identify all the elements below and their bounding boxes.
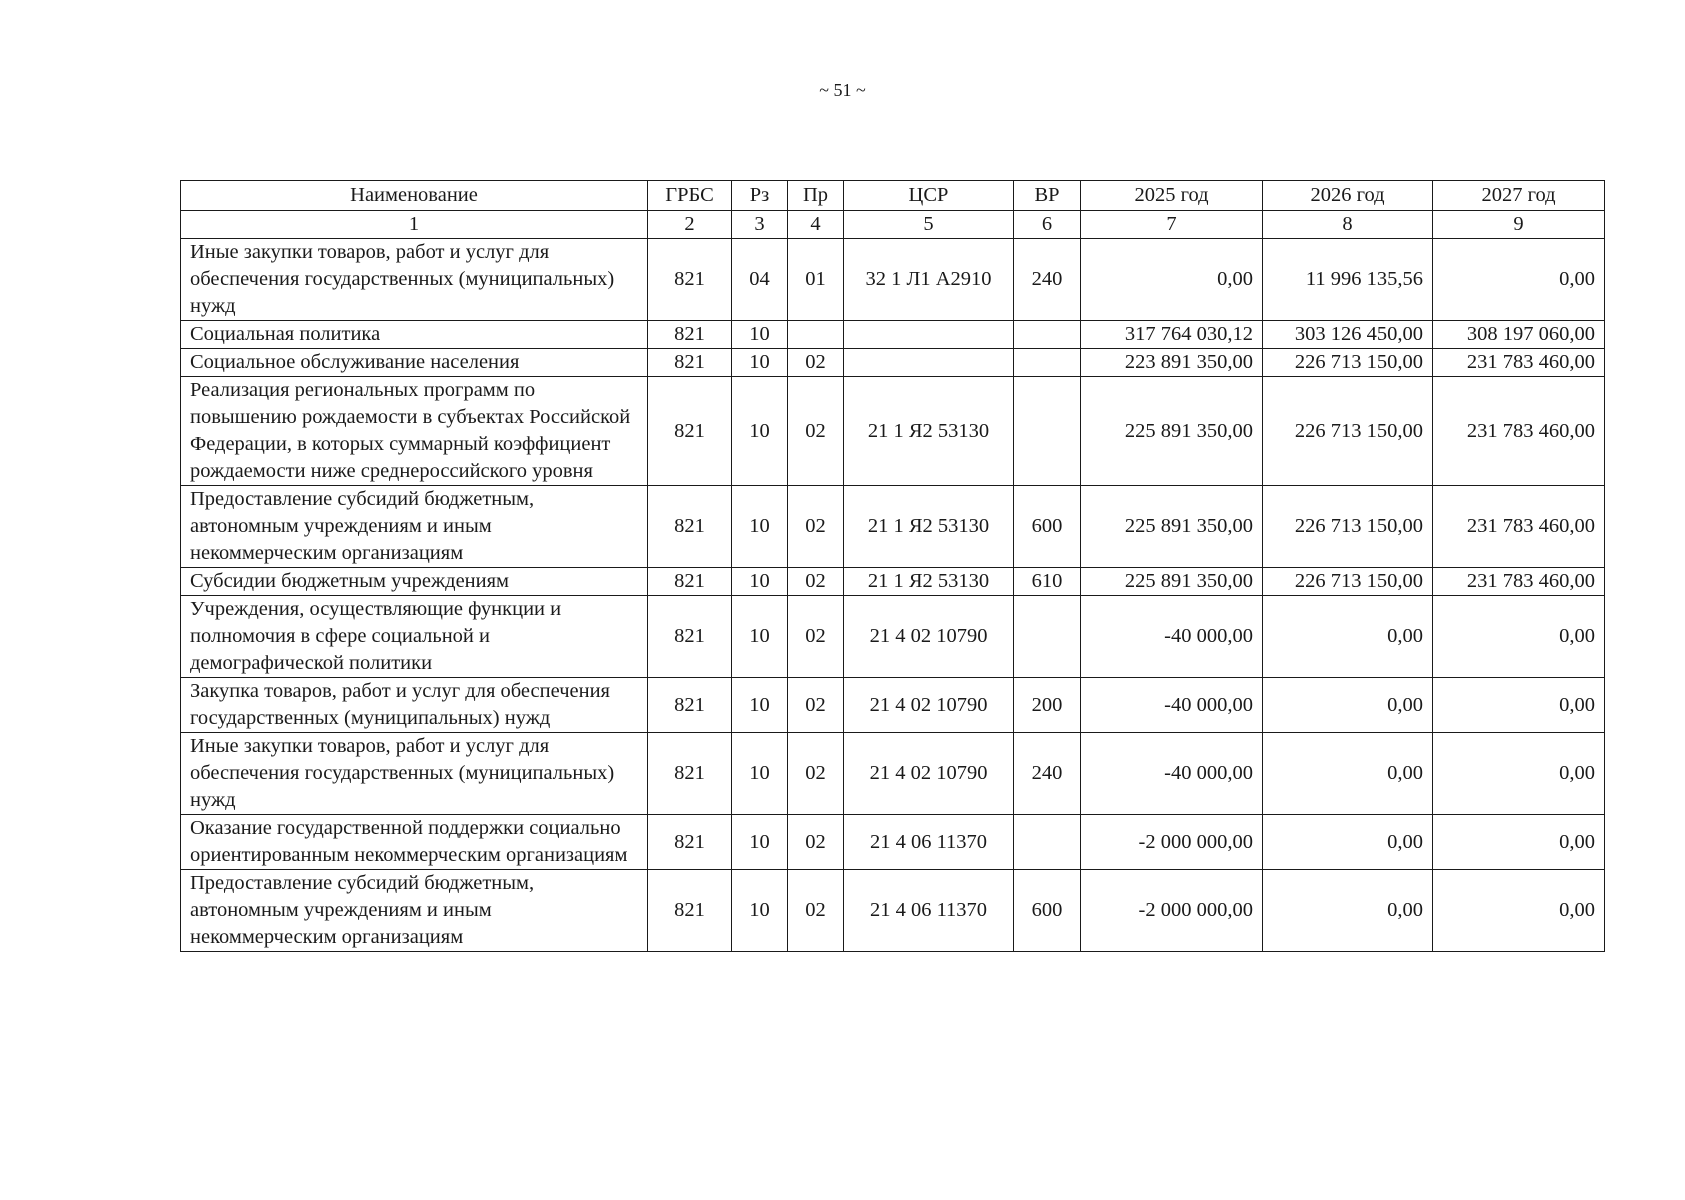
- row-csr: [844, 349, 1014, 377]
- row-rz: 10: [732, 377, 788, 486]
- row-pr: 02: [788, 596, 844, 678]
- row-amount-2026: 0,00: [1263, 815, 1433, 870]
- row-rz: 10: [732, 733, 788, 815]
- row-pr: 02: [788, 568, 844, 596]
- row-rz: 10: [732, 815, 788, 870]
- row-amount-2025: 0,00: [1081, 239, 1263, 321]
- row-amount-2025: 225 891 350,00: [1081, 568, 1263, 596]
- row-amount-2026: 226 713 150,00: [1263, 486, 1433, 568]
- row-name: Закупка товаров, работ и услуг для обеспечения государственных (муниципальных) нужд: [181, 678, 648, 733]
- column-number: 4: [788, 211, 844, 239]
- row-name: Учреждения, осуществляющие функции и полномочия в сфере социальной и демографической политики: [181, 596, 648, 678]
- row-amount-2026: 0,00: [1263, 870, 1433, 952]
- row-amount-2026: 0,00: [1263, 678, 1433, 733]
- row-csr: 21 1 Я2 53130: [844, 486, 1014, 568]
- row-amount-2026: 11 996 135,56: [1263, 239, 1433, 321]
- row-csr: [844, 321, 1014, 349]
- row-csr: 21 1 Я2 53130: [844, 377, 1014, 486]
- column-number: 6: [1014, 211, 1081, 239]
- row-amount-2025: 317 764 030,12: [1081, 321, 1263, 349]
- table-row: [181, 377, 1605, 486]
- row-pr: 02: [788, 349, 844, 377]
- row-amount-2025: -40 000,00: [1081, 596, 1263, 678]
- row-name: Социальная политика: [181, 321, 648, 349]
- header-pr: Пр: [788, 181, 844, 211]
- row-amount-2027: 0,00: [1433, 678, 1605, 733]
- row-grbs: 821: [648, 678, 732, 733]
- row-grbs: 821: [648, 596, 732, 678]
- row-amount-2025: -2 000 000,00: [1081, 815, 1263, 870]
- row-name: Предоставление субсидий бюджетным, автономным учреждениям и иным некоммерческим организациям: [181, 870, 648, 952]
- row-csr: 21 4 02 10790: [844, 678, 1014, 733]
- row-rz: 10: [732, 870, 788, 952]
- row-amount-2026: 0,00: [1263, 733, 1433, 815]
- row-name: Реализация региональных программ по повышению рождаемости в субъектах Российской Федерации, в которых суммарный коэффициент рождаемости ниже среднероссийского уровня: [181, 377, 648, 486]
- row-csr: 21 4 02 10790: [844, 596, 1014, 678]
- row-name: Социальное обслуживание населения: [181, 349, 648, 377]
- row-pr: 02: [788, 870, 844, 952]
- table-row: [181, 568, 1605, 596]
- column-number: 9: [1433, 211, 1605, 239]
- row-csr: 21 4 06 11370: [844, 870, 1014, 952]
- row-grbs: 821: [648, 870, 732, 952]
- row-rz: 10: [732, 568, 788, 596]
- row-vr: [1014, 349, 1081, 377]
- row-grbs: 821: [648, 239, 732, 321]
- row-name: Предоставление субсидий бюджетным, автономным учреждениям и иным некоммерческим организациям: [181, 486, 648, 568]
- row-amount-2027: 0,00: [1433, 239, 1605, 321]
- row-amount-2025: -40 000,00: [1081, 733, 1263, 815]
- row-vr: 200: [1014, 678, 1081, 733]
- table-row: [181, 349, 1605, 377]
- row-amount-2027: 0,00: [1433, 596, 1605, 678]
- row-amount-2026: 226 713 150,00: [1263, 349, 1433, 377]
- row-pr: 02: [788, 377, 844, 486]
- column-number-row: [181, 211, 1605, 239]
- header-vr: ВР: [1014, 181, 1081, 211]
- row-rz: 10: [732, 596, 788, 678]
- row-grbs: 821: [648, 733, 732, 815]
- row-amount-2026: 226 713 150,00: [1263, 568, 1433, 596]
- row-rz: 10: [732, 321, 788, 349]
- row-pr: [788, 321, 844, 349]
- row-name: Иные закупки товаров, работ и услуг для обеспечения государственных (муниципальных) нужд: [181, 239, 648, 321]
- row-csr: 21 1 Я2 53130: [844, 568, 1014, 596]
- budget-table: [180, 180, 1605, 952]
- row-vr: 610: [1014, 568, 1081, 596]
- row-amount-2027: 0,00: [1433, 870, 1605, 952]
- row-amount-2025: -40 000,00: [1081, 678, 1263, 733]
- row-grbs: 821: [648, 349, 732, 377]
- column-number: 3: [732, 211, 788, 239]
- row-amount-2027: 231 783 460,00: [1433, 568, 1605, 596]
- row-grbs: 821: [648, 815, 732, 870]
- row-pr: 02: [788, 678, 844, 733]
- column-number: 1: [181, 211, 648, 239]
- row-vr: 240: [1014, 239, 1081, 321]
- header-csr: ЦСР: [844, 181, 1014, 211]
- table-row: [181, 678, 1605, 733]
- table-row: [181, 815, 1605, 870]
- header-name: Наименование: [181, 181, 648, 211]
- table-row: [181, 733, 1605, 815]
- row-amount-2027: 231 783 460,00: [1433, 486, 1605, 568]
- header-grbs: ГРБС: [648, 181, 732, 211]
- row-rz: 10: [732, 349, 788, 377]
- header-2026: 2026 год: [1263, 181, 1433, 211]
- row-name: Иные закупки товаров, работ и услуг для обеспечения государственных (муниципальных) нужд: [181, 733, 648, 815]
- header-rz: Рз: [732, 181, 788, 211]
- table-row: [181, 596, 1605, 678]
- row-pr: 01: [788, 239, 844, 321]
- row-grbs: 821: [648, 486, 732, 568]
- page-number: ~ 51 ~: [819, 80, 866, 100]
- row-amount-2026: 303 126 450,00: [1263, 321, 1433, 349]
- row-csr: 21 4 06 11370: [844, 815, 1014, 870]
- row-grbs: 821: [648, 568, 732, 596]
- row-amount-2027: 0,00: [1433, 815, 1605, 870]
- row-vr: 600: [1014, 486, 1081, 568]
- header-2025: 2025 год: [1081, 181, 1263, 211]
- header-row: [181, 181, 1605, 211]
- row-amount-2025: 223 891 350,00: [1081, 349, 1263, 377]
- row-vr: 240: [1014, 733, 1081, 815]
- row-amount-2026: 0,00: [1263, 596, 1433, 678]
- row-grbs: 821: [648, 377, 732, 486]
- row-amount-2027: 308 197 060,00: [1433, 321, 1605, 349]
- row-vr: [1014, 815, 1081, 870]
- row-pr: 02: [788, 815, 844, 870]
- row-pr: 02: [788, 733, 844, 815]
- row-vr: [1014, 377, 1081, 486]
- row-amount-2026: 226 713 150,00: [1263, 377, 1433, 486]
- row-amount-2025: 225 891 350,00: [1081, 377, 1263, 486]
- row-rz: 04: [732, 239, 788, 321]
- row-csr: 21 4 02 10790: [844, 733, 1014, 815]
- row-amount-2025: -2 000 000,00: [1081, 870, 1263, 952]
- row-vr: 600: [1014, 870, 1081, 952]
- row-csr: 32 1 Л1 А2910: [844, 239, 1014, 321]
- table-row: [181, 321, 1605, 349]
- row-rz: 10: [732, 486, 788, 568]
- column-number: 8: [1263, 211, 1433, 239]
- row-rz: 10: [732, 678, 788, 733]
- row-vr: [1014, 321, 1081, 349]
- column-number: 2: [648, 211, 732, 239]
- row-amount-2027: 0,00: [1433, 733, 1605, 815]
- table-row: [181, 870, 1605, 952]
- table-row: [181, 239, 1605, 321]
- row-pr: 02: [788, 486, 844, 568]
- row-name: Оказание государственной поддержки социально ориентированным некоммерческим организациям: [181, 815, 648, 870]
- row-name: Субсидии бюджетным учреждениям: [181, 568, 648, 596]
- column-number: 7: [1081, 211, 1263, 239]
- table-row: [181, 486, 1605, 568]
- row-amount-2025: 225 891 350,00: [1081, 486, 1263, 568]
- row-amount-2027: 231 783 460,00: [1433, 349, 1605, 377]
- header-2027: 2027 год: [1433, 181, 1605, 211]
- row-vr: [1014, 596, 1081, 678]
- row-grbs: 821: [648, 321, 732, 349]
- column-number: 5: [844, 211, 1014, 239]
- row-amount-2027: 231 783 460,00: [1433, 377, 1605, 486]
